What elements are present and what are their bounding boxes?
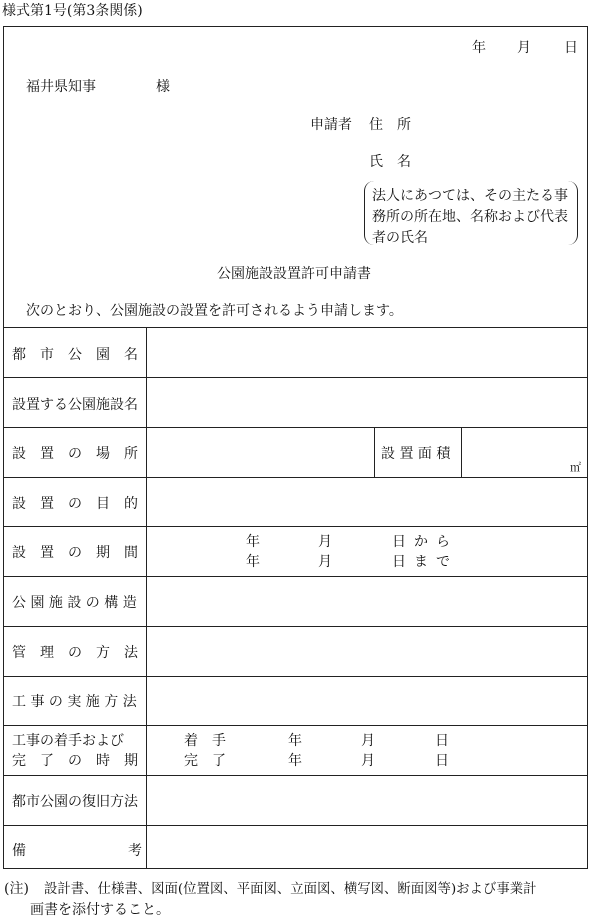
period-to-month: 月 [318,554,332,570]
name-label: 氏 名 [369,154,411,170]
date-month: 月 [517,40,531,56]
remarks-label-left: 備 [12,843,26,859]
park-name-label: 都 市 公 園 名 [12,347,138,363]
footnote-line-2: 画書を添付すること。 [30,902,170,918]
period-to-day: 日まで [392,554,458,570]
management-field[interactable] [150,628,586,674]
area-field[interactable] [465,429,585,475]
management-label: 管 理 の 方 法 [12,645,138,661]
remarks-label-right: 考 [128,843,142,859]
address-label: 住 所 [369,117,411,133]
remarks-field[interactable] [150,827,586,867]
finish-day: 日 [435,753,449,769]
timing-label-line-1: 工事の着手および [12,733,124,749]
structure-label: 公 園 施 設 の 構 造 [12,595,137,611]
footnote-line-1: 設計書、仕様書、図面(位置図、平面図、立面図、横写図、断面図等)および事業計 [44,882,537,897]
intro-text: 次のとおり、公園施設の設置を許可されるよう申請します。 [26,303,403,319]
form-title: 公園施設設置許可申請書 [217,266,371,282]
facility-field[interactable] [150,379,586,425]
addressee-name: 福井県知事 [26,79,96,95]
date-year: 年 [472,40,486,56]
location-field[interactable] [150,429,372,475]
structure-field[interactable] [150,578,586,624]
construction-method-field[interactable] [150,678,586,723]
area-label: 設 置 面 積 [381,446,451,462]
facility-label: 設置する公園施設名 [12,397,138,413]
date-day: 日 [564,40,578,56]
period-from-day: 日から [392,534,458,550]
finish-label: 完 了 [184,753,226,769]
purpose-field[interactable] [150,479,586,524]
addressee-honorific: 様 [156,79,170,95]
timing-label-line-2: 完 了 の 時 期 [12,753,138,769]
corp-note-line-3: 者の氏名 [372,230,428,246]
construction-method-label: 工 事 の 実 施 方 法 [12,694,137,710]
location-label: 設 置 の 場 所 [12,446,138,462]
period-label: 設 置 の 期 間 [12,545,138,561]
start-label: 着 手 [184,733,226,749]
start-month: 月 [361,733,375,749]
corp-note-line-1: 法人にあつては、その主たる事 [372,188,568,204]
period-from-month: 月 [318,534,332,550]
start-day: 日 [435,733,449,749]
corp-note-line-2: 務所の所在地、名称および代表 [372,209,568,225]
footnote-label: (注) [4,881,29,897]
finish-month: 月 [361,753,375,769]
period-to-year: 年 [246,554,260,570]
application-form-frame [3,26,588,869]
start-year: 年 [288,733,302,749]
park-name-field[interactable] [150,329,586,375]
restoration-field[interactable] [150,777,586,823]
finish-year: 年 [288,753,302,769]
area-unit: ㎡ [570,461,581,474]
applicant-label: 申請者 [310,117,352,133]
restoration-label: 都市公園の復旧方法 [12,794,138,810]
period-from-year: 年 [246,534,260,550]
purpose-label: 設 置 の 目 的 [12,496,138,512]
form-number: 様式第1号(第3条関係) [2,3,143,19]
